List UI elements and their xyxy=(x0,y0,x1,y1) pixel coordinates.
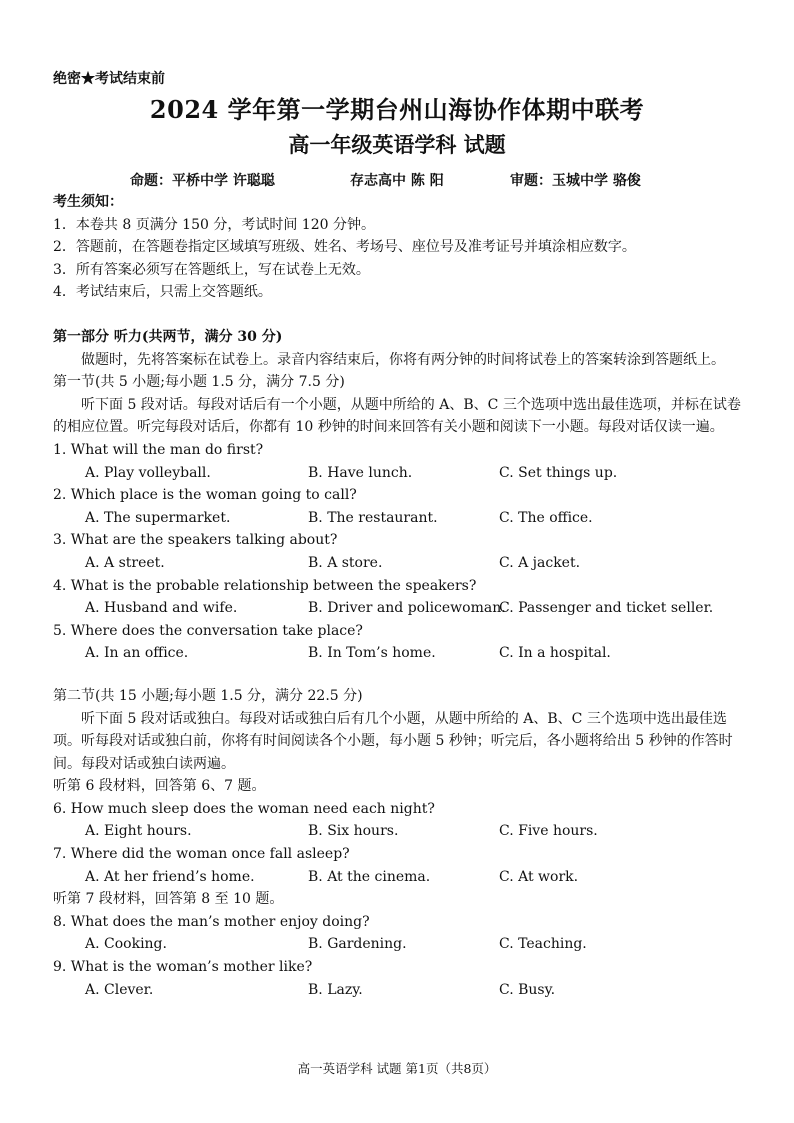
reviewer: 审题：玉城中学 骆俊 xyxy=(510,173,641,189)
option-b: B. In Tom’s home. xyxy=(308,645,436,662)
option-a: A. Cooking. xyxy=(85,936,167,953)
question-7: 7. Where did the woman once fall asleep? xyxy=(53,846,350,863)
notice-item: 4．考试结束后，只需上交答题纸。 xyxy=(53,284,272,301)
option-b: B. Six hours. xyxy=(308,823,399,840)
option-b: B. Have lunch. xyxy=(308,464,413,481)
confidential-label: 绝密★考试结束前 xyxy=(53,71,165,87)
exam-subtitle: 高一年级英语学科 试题 xyxy=(288,132,506,157)
options-6 xyxy=(53,820,743,843)
option-a: A. Eight hours. xyxy=(85,823,192,840)
part1-section xyxy=(53,326,743,1001)
part1-heading: 第一部分 听力(共两节，满分 30 分) xyxy=(53,329,283,345)
option-a: A. A street. xyxy=(85,554,165,571)
option-c: C. In a hospital. xyxy=(499,645,611,662)
options-8 xyxy=(53,933,743,956)
option-c: C. Set things up. xyxy=(499,464,618,481)
options-7 xyxy=(53,866,743,889)
question-1: 1. What will the man do first? xyxy=(53,441,264,458)
exam-title: 2024 学年第一学期台州山海协作体期中联考 xyxy=(149,95,645,124)
material-6-label: 听第 6 段材料，回答第 6、7 题。 xyxy=(53,778,266,795)
option-b: B. Gardening. xyxy=(308,936,407,953)
option-c: C. At work. xyxy=(499,868,579,885)
options-5 xyxy=(53,642,743,665)
question-9: 9. What is the woman’s mother like? xyxy=(53,959,313,976)
option-a: A. At her friend’s home. xyxy=(85,868,255,885)
question-4: 4. What is the probable relationship between the speakers? xyxy=(53,577,477,594)
option-a: A. In an office. xyxy=(85,645,189,662)
notice-item: 1．本卷共 8 页满分 150 分，考试时间 120 分钟。 xyxy=(53,216,375,233)
question-3: 3. What are the speakers talking about? xyxy=(53,532,338,549)
material-7-label: 听第 7 段材料，回答第 8 至 10 题。 xyxy=(53,891,284,908)
question-6: 6. How much sleep does the woman need each night? xyxy=(53,800,435,817)
part1-intro: 做题时，先将答案标在试卷上。录音内容结束后，你将有两分钟的时间将试卷上的答案转涂到答题纸上。 xyxy=(81,351,725,368)
option-a: A. Play volleyball. xyxy=(85,464,211,481)
option-c: C. A jacket. xyxy=(499,554,581,571)
option-b: B. Lazy. xyxy=(308,981,363,998)
option-c: C. Busy. xyxy=(499,981,556,998)
page-footer: 高一英语学科 试题 第1页（共8页） xyxy=(297,1061,497,1076)
options-4 xyxy=(53,597,743,620)
options-3 xyxy=(53,552,743,575)
option-a: A. The supermarket. xyxy=(85,509,231,526)
section2-instructions: 听下面 5 段对话或独白。每段对话或独白后有几个小题，从题中所给的 A、B、C 三个选项中选出最佳选项。听每段对话或独白前，你将有时间阅读各个小题，每小题 5 秒钟；听完后，各小题将给出 5 秒钟的作答时间。每段对话或独白读两遍。 xyxy=(53,710,733,772)
question-8: 8. What does the man’s mother enjoy doing? xyxy=(53,913,370,930)
author-1: 命题：平桥中学 许聪聪 xyxy=(130,173,275,189)
notice-section xyxy=(53,191,743,304)
option-c: C. Teaching. xyxy=(499,936,587,953)
option-a: A. Clever. xyxy=(85,981,154,998)
option-a: A. Husband and wife. xyxy=(85,600,238,617)
spacer xyxy=(53,665,743,685)
notice-item: 2．答题前，在答题卷指定区域填写班级、姓名、考场号、座位号及准考证号并填涂相应数字。 xyxy=(53,239,636,256)
section2-heading: 第二节(共 15 小题;每小题 1.5 分，满分 22.5 分) xyxy=(53,687,363,704)
notice-item: 3．所有答案必须写在答题纸上，写在试卷上无效。 xyxy=(53,261,370,278)
option-c: C. The office. xyxy=(499,509,593,526)
question-5: 5. Where does the conversation take place? xyxy=(53,622,363,639)
option-b: B. At the cinema. xyxy=(308,868,431,885)
question-2: 2. Which place is the woman going to call? xyxy=(53,487,357,504)
authors-line xyxy=(130,170,641,190)
notice-heading: 考生须知： xyxy=(53,194,123,210)
options-9 xyxy=(53,979,743,1002)
option-c: C. Five hours. xyxy=(499,823,598,840)
option-b: B. A store. xyxy=(308,554,383,571)
option-c: C. Passenger and ticket seller. xyxy=(499,600,714,617)
options-1 xyxy=(53,462,743,485)
section1-heading: 第一节(共 5 小题;每小题 1.5 分，满分 7.5 分) xyxy=(53,374,345,391)
options-2 xyxy=(53,507,743,530)
option-b: B. Driver and policewoman. xyxy=(308,600,506,617)
section1-instructions: 听下面 5 段对话。每段对话后有一个小题，从题中所给的 A、B、C 三个选项中选出最佳选项，并标在试卷的相应位置。听完每段对话后，你都有 10 秒钟的时间来回答有关小题和阅读下一小题。每段对话仅读一遍。 xyxy=(53,396,741,436)
author-2: 存志高中 陈 阳 xyxy=(350,173,444,189)
option-b: B. The restaurant. xyxy=(308,509,438,526)
